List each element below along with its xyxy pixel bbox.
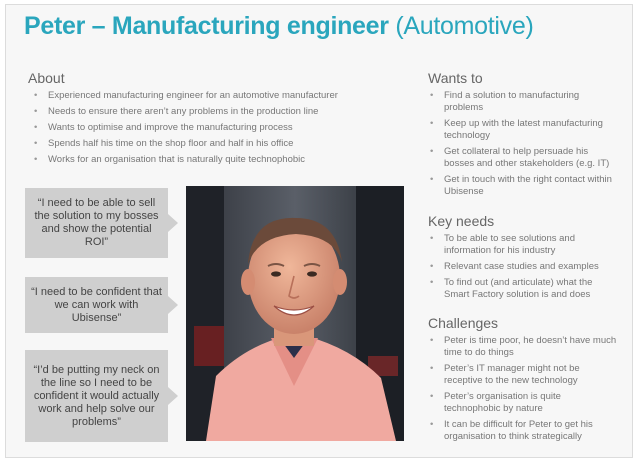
wants-heading: Wants to	[428, 70, 483, 86]
challenges-list	[428, 335, 618, 447]
about-heading: About	[28, 70, 65, 86]
about-item: • Experienced manufacturing engineer for an automotive manufacturer	[32, 90, 392, 102]
key-needs-list	[428, 233, 618, 305]
wants-item: • Get collateral to help persuade his bosses and other stakeholders (e.g. IT)	[428, 146, 618, 170]
about-item: • Works for an organisation that is naturally quite technophobic	[32, 154, 392, 166]
wants-item: • Get in touch with the right contact within Ubisense	[428, 174, 618, 198]
quote-bubble	[25, 188, 168, 258]
about-item: • Needs to ensure there aren’t any problems in the production line	[32, 106, 392, 118]
challenges-item: • Peter is time poor, he doesn’t have much time to do things	[428, 335, 618, 359]
about-item: • Wants to optimise and improve the manufacturing process	[32, 122, 392, 134]
wants-item: • Find a solution to manufacturing problems	[428, 90, 618, 114]
key-needs-item: • To be able to see solutions and information for his industry	[428, 233, 618, 257]
persona-title-main: Peter – Manufacturing engineer	[24, 12, 389, 40]
challenges-item: • Peter’s organisation is quite technophobic by nature	[428, 391, 618, 415]
about-list	[32, 90, 392, 170]
quote-bubble	[25, 277, 168, 333]
persona-photo	[186, 186, 404, 441]
about-item: • Spends half his time on the shop floor and half in his office	[32, 138, 392, 150]
quote-bubble	[25, 350, 168, 442]
wants-list	[428, 90, 618, 202]
quote-text: “I need to be able to sell the solution to my bosses and show the potential ROI”	[34, 197, 159, 248]
key-needs-heading: Key needs	[428, 213, 495, 229]
challenges-heading: Challenges	[428, 315, 499, 331]
persona-title-sub: (Automotive)	[395, 12, 534, 40]
key-needs-item: • Relevant case studies and examples	[428, 261, 618, 273]
quote-text: “I need to be confident that we can work with Ubisense”	[31, 285, 162, 324]
quote-text: “I’d be putting my neck on the line so I need to be confident it would actually work and help solve our problems”	[33, 363, 160, 428]
key-needs-item: • To find out (and articulate) what the Smart Factory solution is and does	[428, 277, 618, 301]
challenges-item: • It can be difficult for Peter to get his organisation to think strategically	[428, 419, 618, 443]
wants-item: • Keep up with the latest manufacturing technology	[428, 118, 618, 142]
challenges-item: • Peter’s IT manager might not be receptive to the new technology	[428, 363, 618, 387]
portrait-illustration	[186, 186, 404, 441]
persona-title	[24, 12, 533, 41]
